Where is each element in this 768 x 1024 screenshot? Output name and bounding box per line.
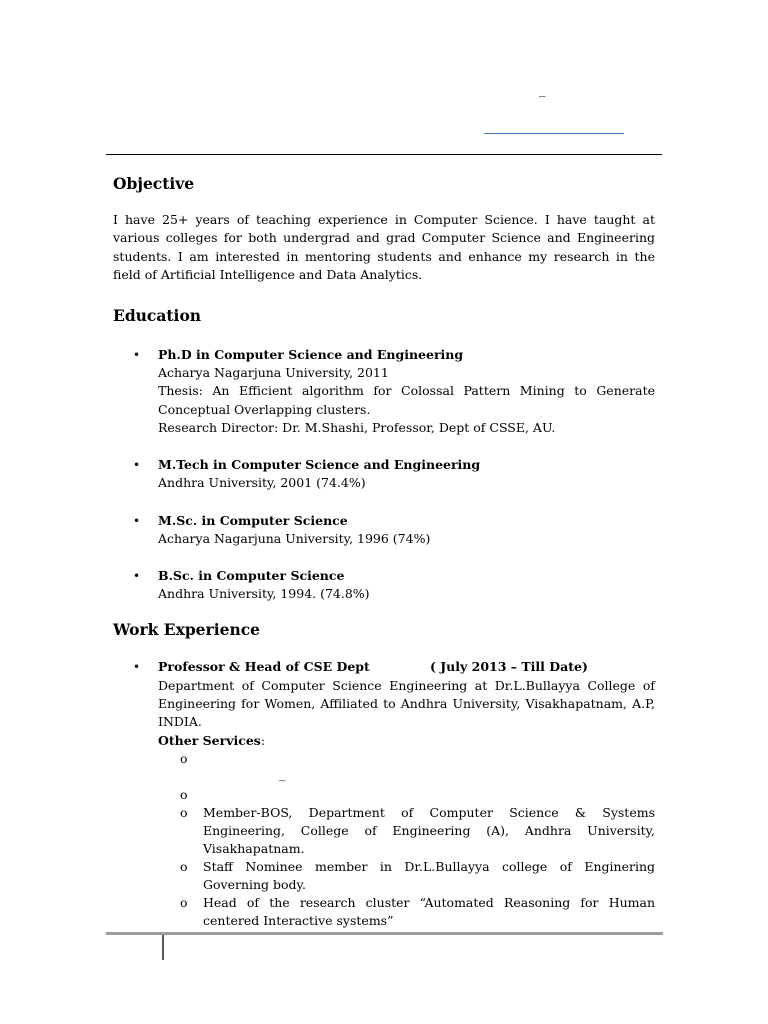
- other-services-colon: :: [260, 733, 266, 748]
- degree-detail: Acharya Nagarjuna University, 2011: [158, 365, 389, 381]
- job-title: Professor & Head of CSE Dept: [158, 659, 370, 674]
- service-item: [203, 804, 655, 859]
- education-item: [158, 346, 655, 437]
- service-line: Visakhapatnam.: [203, 841, 305, 857]
- sub-bullet-icon: o: [180, 895, 188, 910]
- job-dates: ( July 2013 – Till Date): [430, 659, 588, 674]
- job-description-line: Department of Computer Science Engineering at Dr.L.Bullayya College of: [158, 678, 655, 693]
- service-line: Staff Nominee member in Dr.L.Bullayya college of Enginering: [203, 859, 655, 874]
- objective-heading: Objective: [113, 174, 195, 193]
- degree-title: Ph.D in Computer Science and Engineering: [158, 347, 464, 362]
- service-line: Member-BOS, Department of Computer Science & Systems: [203, 805, 655, 820]
- sub-bullet-icon: o: [180, 787, 188, 802]
- degree-title: M.Tech in Computer Science and Engineering: [158, 457, 481, 472]
- work-experience-heading: Work Experience: [113, 620, 261, 639]
- degree-detail: Andhra University, 2001 (74.4%): [158, 475, 366, 491]
- service-line: centered Interactive systems”: [203, 913, 394, 929]
- job-description: [158, 677, 655, 732]
- education-item: [158, 512, 655, 548]
- degree-detail: Research Director: Dr. M.Shashi, Professor, Dept of CSSE, AU.: [158, 419, 556, 435]
- education-item: [158, 567, 655, 603]
- job-description-line: Engineering for Women, Affiliated to Andhra University, Visakhapatnam, A.P,: [158, 696, 655, 712]
- job-description-line: INDIA.: [158, 714, 202, 730]
- header-dash: _: [539, 83, 546, 98]
- service-line: Governing body.: [203, 877, 306, 893]
- degree-detail: Acharya Nagarjuna University, 1996 (74%): [158, 531, 431, 547]
- education-heading: Education: [113, 306, 202, 325]
- other-services-label: Other Services: [158, 733, 261, 748]
- education-item: [158, 456, 655, 492]
- degree-title: B.Sc. in Computer Science: [158, 568, 345, 583]
- bullet-icon: •: [133, 458, 141, 472]
- degree-detail: Andhra University, 1994. (74.8%): [158, 586, 370, 602]
- degree-detail: Thesis: An Efficient algorithm for Colossal Pattern Mining to Generate: [158, 383, 655, 399]
- sub-bullet-icon: o: [180, 859, 188, 874]
- header-divider: [106, 154, 662, 155]
- redacted-dash: _: [279, 767, 286, 782]
- objective-text: I have 25+ years of teaching experience in Computer Science. I have taught at various colleges for both undergrad and grad Computer Science and Engineering students. I am interested in mentoring students and enhance my research in the field of Artificial Intelligence and Data Analytics.: [113, 212, 655, 282]
- email-link-underline[interactable]: [484, 133, 624, 134]
- other-services-label-line: [158, 732, 655, 750]
- bullet-icon: •: [133, 569, 141, 583]
- bullet-icon: •: [133, 348, 141, 362]
- bullet-icon: •: [133, 514, 141, 528]
- service-item: [203, 858, 655, 894]
- sub-bullet-icon: o: [180, 805, 188, 820]
- service-line: Head of the research cluster “Automated Reasoning for Human: [203, 895, 655, 910]
- degree-title: M.Sc. in Computer Science: [158, 513, 348, 528]
- bullet-icon: •: [133, 660, 141, 674]
- service-line: Engineering, College of Engineering (A), Andhra University,: [203, 823, 655, 839]
- footer-divider: [106, 932, 663, 935]
- sub-bullet-icon: o: [180, 751, 188, 766]
- degree-detail: Conceptual Overlapping clusters.: [158, 401, 371, 417]
- footer-tick: [162, 935, 164, 960]
- service-item: [203, 894, 655, 930]
